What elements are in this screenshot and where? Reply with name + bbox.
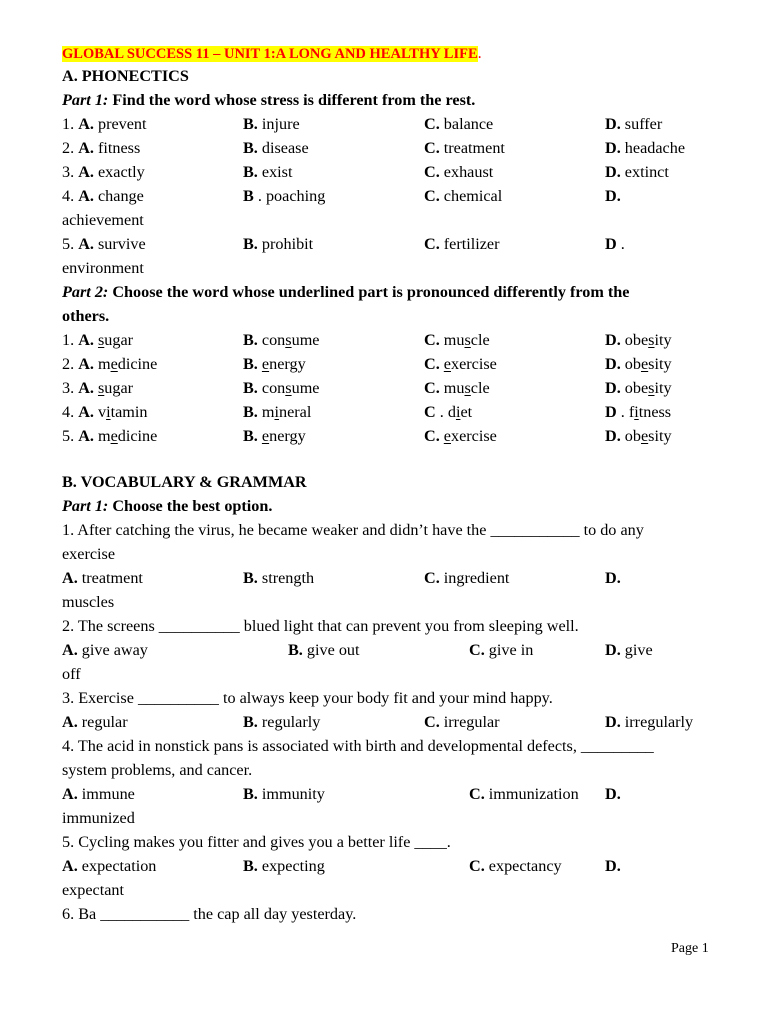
option: [424, 352, 497, 376]
option: [288, 638, 360, 662]
underlined-letters: s: [97, 331, 105, 349]
option: [243, 352, 306, 376]
option-letter: C.: [424, 187, 440, 205]
option: [605, 566, 621, 590]
word-suffix: ity: [654, 331, 672, 349]
options-row: [62, 782, 712, 806]
section-b-heading: B. VOCABULARY & GRAMMAR: [62, 473, 307, 491]
word-suffix: et: [460, 403, 473, 421]
option: [424, 424, 497, 448]
option-letter: D.: [605, 163, 621, 181]
option: [62, 160, 145, 184]
word-suffix: xercise: [450, 427, 497, 445]
option: [469, 854, 562, 878]
option: [243, 424, 306, 448]
option-letter: D: [605, 403, 617, 421]
question-number: 1.: [62, 115, 75, 133]
option: [424, 160, 493, 184]
option-word: prevent: [97, 115, 147, 133]
option-word: [625, 379, 672, 397]
option-word: fitness: [97, 139, 141, 157]
option-word: exactly: [97, 163, 145, 181]
options-row: [62, 638, 712, 662]
question-row: [62, 136, 712, 160]
word-suffix: tness: [638, 403, 672, 421]
option-letter: C.: [424, 427, 440, 445]
option-word: extinct: [624, 163, 669, 181]
pronunciation-questions: [62, 328, 712, 448]
option-letter: C.: [469, 857, 485, 875]
question-row: [62, 424, 712, 448]
word-prefix: . d: [439, 403, 456, 421]
word-prefix: ob: [624, 427, 641, 445]
b-part1-text: Choose the best option.: [112, 497, 273, 515]
option-word: [98, 427, 157, 445]
option-letter: B.: [243, 379, 258, 397]
word-prefix: obe: [624, 379, 649, 397]
option-word: [98, 355, 157, 373]
option-letter: B.: [243, 713, 258, 731]
option-word: strength: [261, 569, 315, 587]
option-word: chemical: [443, 187, 503, 205]
option-letter: A.: [78, 379, 94, 397]
option-word: give: [624, 641, 653, 659]
option-word: [625, 331, 672, 349]
option-letter: C.: [424, 379, 440, 397]
option: [243, 854, 325, 878]
option-letter: D.: [605, 355, 621, 373]
question-text: 4. The acid in nonstick pans is associated with birth and developmental defects, _________: [62, 737, 654, 755]
option-letter: C.: [424, 115, 440, 133]
option-word: exhaust: [443, 163, 494, 181]
option-word: regular: [81, 713, 128, 731]
option: [424, 376, 490, 400]
a-part2-instruction: [62, 280, 712, 304]
option-word: change: [97, 187, 144, 205]
option-letter: D.: [605, 115, 621, 133]
option-letter: C.: [424, 713, 440, 731]
option-letter: D.: [605, 857, 621, 875]
word-prefix: v: [97, 403, 107, 421]
wrapped-option: muscles: [62, 593, 115, 611]
word-prefix: m: [261, 403, 275, 421]
option-letter: B.: [243, 331, 258, 349]
option-word: [444, 355, 497, 373]
option-letter: D.: [605, 641, 621, 659]
option: [424, 566, 509, 590]
a-part2-label: Part 2:: [62, 283, 109, 301]
option: [605, 112, 662, 136]
option-word: give away: [81, 641, 148, 659]
underlined-letters: i: [106, 403, 111, 421]
underlined-letters: e: [261, 427, 270, 445]
option: [62, 854, 156, 878]
wrapped-option: expectant: [62, 881, 125, 899]
option-letter: C.: [424, 355, 440, 373]
option-letter: A.: [62, 785, 78, 803]
option-word: [444, 379, 490, 397]
underlined-letters: s: [285, 379, 292, 397]
option-letter: C.: [424, 235, 440, 253]
question-text: 6. Ba ___________ the cap all day yesterday.: [62, 905, 357, 923]
question-row: [62, 232, 712, 256]
option-word: [444, 331, 490, 349]
option: [62, 782, 135, 806]
underlined-letters: s: [648, 379, 655, 397]
option-word: prohibit: [261, 235, 314, 253]
question-text: 2. The screens __________ blued light that can prevent you from sleeping well.: [62, 617, 579, 635]
option: [424, 328, 490, 352]
word-suffix: sity: [648, 355, 672, 373]
question-text: 3. Exercise __________ to always keep your body fit and your mind happy.: [62, 689, 553, 707]
option-letter: D.: [605, 139, 621, 157]
option-word: ingredient: [443, 569, 510, 587]
underlined-letters: e: [443, 427, 451, 445]
option: [243, 400, 311, 424]
page-number: Page 1: [671, 941, 709, 956]
option: [243, 782, 325, 806]
option-letter: A.: [78, 139, 94, 157]
option: [62, 136, 140, 160]
option-letter: C.: [469, 785, 485, 803]
option-letter: B.: [243, 163, 258, 181]
option-letter: B.: [243, 139, 258, 157]
question-row: [62, 184, 712, 208]
option-word: expecting: [261, 857, 325, 875]
word-suffix: dicine: [117, 427, 158, 445]
underlined-letters: i: [634, 403, 639, 421]
option-word: treatment: [81, 569, 143, 587]
option-letter: D.: [605, 785, 621, 803]
option-letter: D.: [605, 569, 621, 587]
option-letter: A.: [78, 235, 94, 253]
option-letter: A.: [78, 355, 94, 373]
option: [62, 232, 146, 256]
question-text: 1. After catching the virus, he became weaker and didn’t have the ___________ to do any: [62, 521, 644, 539]
word-suffix: neral: [279, 403, 312, 421]
option-letter: C.: [424, 331, 440, 349]
option-letter: A.: [78, 187, 94, 205]
option: [469, 638, 533, 662]
option: [605, 184, 621, 208]
word-suffix: cle: [470, 331, 490, 349]
option: [243, 376, 319, 400]
option-word: [621, 403, 671, 421]
option-letter: B.: [243, 403, 258, 421]
option: [605, 424, 672, 448]
option: [605, 710, 693, 734]
question-row: [62, 160, 712, 184]
stress-questions: [62, 112, 712, 280]
option-word: [262, 355, 306, 373]
word-suffix: nergy: [269, 427, 306, 445]
option: [605, 854, 621, 878]
option-letter: C.: [424, 163, 440, 181]
option: [424, 136, 505, 160]
option: [605, 160, 669, 184]
option-word: immunity: [261, 785, 325, 803]
vocabulary-questions: [62, 518, 712, 926]
underlined-letters: i: [455, 403, 461, 421]
underlined-letters: e: [110, 427, 118, 445]
option-letter: A.: [62, 713, 78, 731]
option-word: fertilizer: [443, 235, 500, 253]
option: [62, 638, 148, 662]
option-letter: D.: [605, 427, 621, 445]
option: [243, 136, 309, 160]
option: [62, 376, 133, 400]
question-text: 5. Cycling makes you fitter and gives you a better life ____.: [62, 833, 451, 851]
option-letter: B.: [243, 115, 258, 133]
option: [424, 184, 502, 208]
underlined-letters: s: [464, 331, 471, 349]
option-letter: B.: [288, 641, 303, 659]
option-word: [98, 403, 147, 421]
option-word: irregularly: [624, 713, 694, 731]
question-row: [62, 376, 712, 400]
option-word: immune: [81, 785, 135, 803]
option-letter: B.: [243, 785, 258, 803]
option-word: give out: [306, 641, 360, 659]
question-number: 3.: [62, 379, 75, 397]
word-prefix: ob: [624, 355, 641, 373]
underlined-letters: e: [640, 427, 649, 445]
option-word: headache: [624, 139, 686, 157]
question-number: 2.: [62, 355, 75, 373]
option-word: irregular: [443, 713, 500, 731]
option: [62, 566, 143, 590]
option-word: immunization: [488, 785, 579, 803]
word-suffix: dicine: [117, 355, 158, 373]
word-prefix: obe: [624, 331, 649, 349]
a-part1-instruction: [62, 88, 712, 112]
option: [424, 710, 500, 734]
underlined-letters: s: [285, 331, 292, 349]
option-letter: D.: [605, 187, 621, 205]
option: [605, 782, 621, 806]
question-number: 4.: [62, 187, 75, 205]
option-letter: A.: [78, 163, 94, 181]
option: [424, 400, 472, 424]
option-letter: A.: [62, 641, 78, 659]
options-row: [62, 854, 712, 878]
option: [605, 328, 672, 352]
option-letter: B.: [243, 857, 258, 875]
option-letter: C: [424, 403, 436, 421]
option-word: [98, 331, 133, 349]
underlined-letters: e: [110, 355, 118, 373]
question-row: [62, 328, 712, 352]
option-word: .: [620, 235, 625, 253]
a-part2-text: Choose the word whose underlined part is pronounced differently from the: [112, 283, 630, 301]
option-word: expectancy: [488, 857, 562, 875]
word-suffix: ity: [654, 379, 672, 397]
underlined-letters: e: [443, 355, 451, 373]
option: [62, 112, 147, 136]
option-letter: B.: [243, 569, 258, 587]
question-number: 5.: [62, 427, 75, 445]
option-letter: A.: [62, 857, 78, 875]
word-suffix: nergy: [269, 355, 306, 373]
option-letter: B: [243, 187, 254, 205]
word-prefix: m: [97, 355, 111, 373]
word-suffix: xercise: [450, 355, 497, 373]
question-text-cont: system problems, and cancer.: [62, 761, 253, 779]
option: [243, 160, 292, 184]
word-suffix: ugar: [104, 331, 134, 349]
option-word: . poaching: [257, 187, 326, 205]
option-word: treatment: [443, 139, 505, 157]
option: [243, 710, 320, 734]
word-prefix: con: [261, 331, 286, 349]
b-part1-instruction: [62, 494, 712, 518]
option-letter: A.: [78, 427, 94, 445]
option-word: injure: [261, 115, 300, 133]
option-letter: B.: [243, 235, 258, 253]
option-letter: D.: [605, 331, 621, 349]
underlined-letters: s: [464, 379, 471, 397]
option-word: [625, 427, 672, 445]
option: [243, 566, 314, 590]
option-letter: A.: [78, 331, 94, 349]
section-a-heading: A. PHONECTICS: [62, 67, 189, 85]
option-word: [262, 403, 311, 421]
header-dot: .: [477, 44, 482, 62]
question-number: 3.: [62, 163, 75, 181]
option-letter: B.: [243, 355, 258, 373]
option-word: [625, 355, 672, 373]
option-letter: A.: [78, 115, 94, 133]
question-text-cont: exercise: [62, 545, 116, 563]
option: [243, 232, 313, 256]
underlined-letters: i: [274, 403, 279, 421]
option: [424, 232, 500, 256]
wrapped-option: immunized: [62, 809, 135, 827]
word-prefix: con: [261, 379, 286, 397]
option: [605, 136, 685, 160]
underlined-letters: e: [640, 355, 649, 373]
header-title: GLOBAL SUCCESS 11 – UNIT 1:A LONG AND HEALTHY LIFE: [62, 46, 478, 62]
word-prefix: . f: [620, 403, 635, 421]
wrapped-option: environment: [62, 259, 144, 277]
options-row: [62, 710, 712, 734]
option-word: exist: [261, 163, 293, 181]
question-number: 4.: [62, 403, 75, 421]
underlined-letters: s: [648, 331, 655, 349]
underlined-letters: s: [97, 379, 105, 397]
option-word: expectation: [81, 857, 157, 875]
question-row: [62, 400, 712, 424]
option-word: [98, 379, 133, 397]
question-row: [62, 112, 712, 136]
option: [62, 184, 144, 208]
word-suffix: tamin: [110, 403, 148, 421]
question-row: [62, 352, 712, 376]
word-prefix: mu: [443, 379, 465, 397]
wrapped-option: off: [62, 665, 81, 683]
option-letter: D.: [605, 713, 621, 731]
spacer: [62, 448, 712, 470]
option-letter: A.: [62, 569, 78, 587]
option-word: give in: [488, 641, 534, 659]
option: [243, 184, 325, 208]
option-letter: D.: [605, 379, 621, 397]
option-word: [262, 331, 320, 349]
word-suffix: cle: [470, 379, 490, 397]
option-word: [262, 427, 306, 445]
option: [605, 400, 671, 424]
option: [605, 376, 672, 400]
option-word: [440, 403, 472, 421]
option-word: [444, 427, 497, 445]
option: [243, 112, 300, 136]
question-number: 5.: [62, 235, 75, 253]
option: [62, 352, 157, 376]
wrapped-option: achievement: [62, 211, 144, 229]
option-word: [262, 379, 320, 397]
worksheet-header: [62, 42, 712, 64]
option: [605, 352, 672, 376]
option-letter: B.: [243, 427, 258, 445]
word-suffix: ume: [291, 331, 320, 349]
word-prefix: m: [97, 427, 111, 445]
option-word: regularly: [261, 713, 321, 731]
option-word: survive: [97, 235, 146, 253]
option-word: disease: [261, 139, 309, 157]
question-number: 1.: [62, 331, 75, 349]
word-suffix: ugar: [104, 379, 134, 397]
option-letter: D: [605, 235, 617, 253]
option-letter: C.: [469, 641, 485, 659]
option-letter: C.: [424, 569, 440, 587]
question-number: 2.: [62, 139, 75, 157]
worksheet: [62, 42, 712, 926]
a-part1-label: Part 1:: [62, 91, 109, 109]
option-word: suffer: [624, 115, 663, 133]
word-suffix: ume: [291, 379, 320, 397]
option: [243, 328, 319, 352]
option: [62, 400, 147, 424]
option-letter: A.: [78, 403, 94, 421]
b-part1-label: Part 1:: [62, 497, 109, 515]
option: [424, 112, 493, 136]
option-letter: C.: [424, 139, 440, 157]
option: [469, 782, 579, 806]
option: [605, 232, 625, 256]
option: [62, 328, 133, 352]
option: [62, 710, 128, 734]
a-part2-wrap: others.: [62, 307, 110, 325]
option: [62, 424, 157, 448]
option: [605, 638, 653, 662]
underlined-letters: e: [261, 355, 270, 373]
a-part1-text: Find the word whose stress is different from the rest.: [112, 91, 476, 109]
word-prefix: mu: [443, 331, 465, 349]
options-row: [62, 566, 712, 590]
word-suffix: sity: [648, 427, 672, 445]
option-word: balance: [443, 115, 494, 133]
